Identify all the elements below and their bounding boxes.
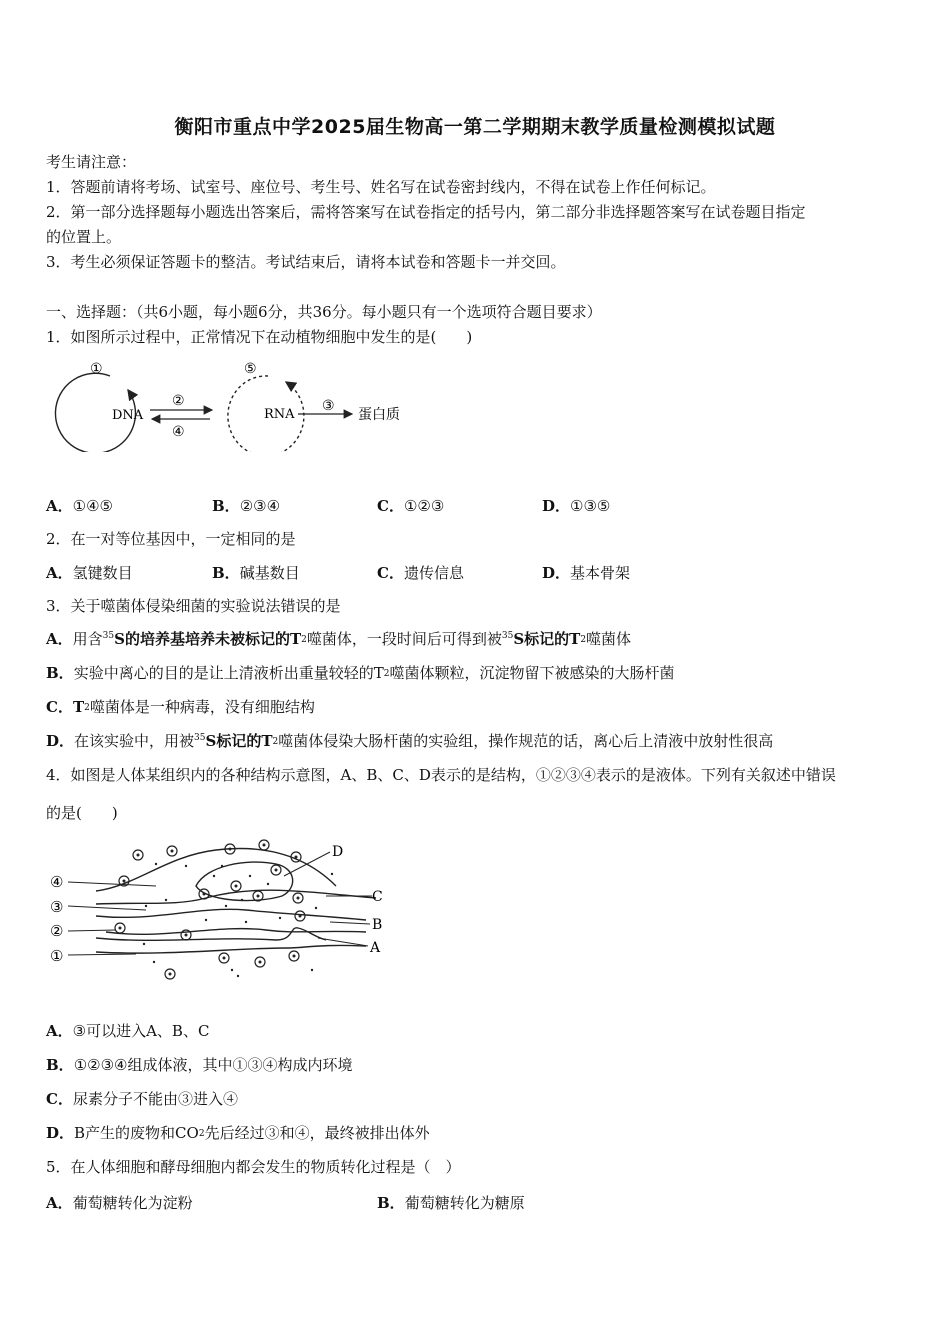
q3-c-text-1: T bbox=[72, 698, 85, 716]
q4-option-a-letter: A． bbox=[46, 1022, 73, 1040]
q1-option-a-letter: A． bbox=[46, 497, 73, 515]
q3-a-sup-1: 35 bbox=[102, 631, 115, 641]
q1-option-d-text: ①③⑤ bbox=[570, 497, 611, 515]
q3-d-sub: 2 bbox=[272, 737, 279, 747]
label-circle-5: ⑤ bbox=[244, 361, 257, 377]
q4-option-a-text: ③可以进入A、B、C bbox=[72, 1022, 210, 1040]
notice-item-2-cont: 的位置上。 bbox=[46, 228, 122, 246]
q4-option-a[interactable] bbox=[46, 1021, 209, 1041]
label-struct-d: D bbox=[332, 844, 344, 860]
q3-a-text-5: 噬菌体 bbox=[586, 630, 632, 648]
q3-stem: 3．关于噬菌体侵染细菌的实验说法错误的是 bbox=[46, 597, 341, 615]
q3-option-b[interactable] bbox=[46, 663, 674, 683]
q3-b-sub: 2 bbox=[383, 669, 390, 679]
label-struct-b: B bbox=[372, 917, 383, 933]
q2-option-a-letter: A． bbox=[46, 564, 73, 582]
q4-option-c-text: 尿素分子不能由③进入④ bbox=[72, 1090, 238, 1108]
q2-option-c[interactable] bbox=[377, 562, 464, 583]
notice-item-3: 3．考生必须保证答题卡的整洁。考试结束后，请将本试卷和答题卡一并交回。 bbox=[46, 253, 566, 271]
q3-a-text-2: S的培养基培养未被标记的T bbox=[114, 630, 302, 648]
label-circle-4: ④ bbox=[172, 424, 185, 440]
q5-option-b[interactable] bbox=[377, 1192, 525, 1213]
q5-stem: 5．在人体细胞和酵母细胞内都会发生的物质转化过程是（ ） bbox=[46, 1158, 461, 1176]
molecule-dots bbox=[143, 863, 333, 977]
label-circle-1: ① bbox=[90, 361, 103, 377]
q3-d-text-2: S标记的T bbox=[205, 732, 273, 750]
notice-heading: 考生请注意： bbox=[46, 153, 137, 171]
q4-option-c[interactable] bbox=[46, 1089, 238, 1109]
q1-option-a-text: ①④⑤ bbox=[72, 497, 113, 515]
q3-d-text-1: 在该实验中，用被 bbox=[74, 732, 195, 750]
q2-stem: 2．在一对等位基因中，一定相同的是 bbox=[46, 530, 296, 548]
q5-options bbox=[46, 1192, 906, 1214]
cell-d bbox=[196, 862, 293, 901]
exam-title: 衡阳市重点中学2025届生物高一第二学期期末教学质量检测模拟试题 bbox=[174, 116, 776, 138]
q5-option-a-letter: A． bbox=[46, 1194, 73, 1212]
q3-b-text-2: 噬菌体颗粒，沉淀物留下被感染的大肠杆菌 bbox=[389, 664, 675, 682]
q1-diagram bbox=[50, 352, 420, 452]
q4-option-b-text: ①②③④组成体液，其中①③④构成内环境 bbox=[73, 1056, 353, 1074]
q4-d-text-1: B产生的废物和CO bbox=[74, 1124, 199, 1142]
q3-d-sup: 35 bbox=[194, 733, 206, 743]
q5-option-a-text: 葡萄糖转化为淀粉 bbox=[72, 1194, 193, 1212]
q1-option-c-text: ①②③ bbox=[403, 497, 445, 515]
q3-a-sup-2: 35 bbox=[501, 631, 514, 641]
q3-option-c[interactable] bbox=[46, 697, 315, 717]
label-circle-2: ② bbox=[172, 393, 185, 409]
q5-option-b-letter: B． bbox=[377, 1194, 405, 1212]
label-circle-3: ③ bbox=[322, 398, 335, 414]
q2-option-b[interactable] bbox=[212, 562, 300, 583]
q4-d-sub: 2 bbox=[198, 1129, 205, 1139]
q4-stem-line-1: 4．如图是人体某组织内的各种结构示意图，A、B、C、D表示的是结构，①②③④表示的是液体。下列有关叙述中错误 bbox=[46, 766, 836, 784]
q3-option-a-letter: A． bbox=[46, 630, 73, 648]
q4-option-b-letter: B． bbox=[46, 1056, 74, 1074]
q2-option-b-text: 碱基数目 bbox=[239, 564, 300, 582]
q1-option-d-letter: D． bbox=[542, 497, 571, 515]
label-rna: RNA bbox=[264, 407, 295, 422]
q3-option-c-letter: C． bbox=[46, 698, 73, 716]
q5-option-a[interactable] bbox=[46, 1192, 193, 1213]
vessel-a-lower bbox=[96, 945, 366, 953]
label-liquid-4: ④ bbox=[50, 873, 64, 891]
label-dna: DNA bbox=[112, 408, 144, 423]
label-protein: 蛋白质 bbox=[358, 407, 400, 423]
q4-diagram bbox=[46, 836, 396, 986]
label-liquid-2: ② bbox=[50, 922, 64, 940]
q1-option-b[interactable] bbox=[212, 495, 280, 516]
vessel-b-upper bbox=[96, 909, 366, 920]
q3-a-text-4: S标记的T bbox=[513, 630, 581, 648]
vessel-b-lower bbox=[106, 929, 366, 935]
q2-option-c-text: 遗传信息 bbox=[403, 564, 464, 582]
q3-option-a[interactable] bbox=[46, 629, 631, 649]
vessel-c-lower bbox=[96, 890, 376, 904]
q2-options bbox=[46, 562, 906, 584]
q4-option-d[interactable] bbox=[46, 1123, 430, 1143]
notice-item-1: 1．答题前请将考场、试室号、座位号、考生号、姓名写在试卷密封线内，不得在试卷上作任何标记。 bbox=[46, 178, 716, 196]
q1-option-b-text: ②③④ bbox=[239, 497, 281, 515]
q4-option-b[interactable] bbox=[46, 1055, 352, 1075]
q2-option-d-text: 基本骨架 bbox=[570, 564, 631, 582]
q3-a-sub-1: 2 bbox=[301, 635, 307, 645]
q1-options bbox=[46, 495, 906, 517]
q3-option-b-letter: B． bbox=[46, 664, 74, 682]
q3-a-text-1: 用含 bbox=[72, 630, 103, 648]
q3-c-text-2: 噬菌体是一种病毒，没有细胞结构 bbox=[89, 698, 315, 716]
q3-d-text-3: 噬菌体侵染大肠杆菌的实验组，操作规范的话，离心后上清液中放射性很高 bbox=[278, 732, 774, 750]
q1-option-b-letter: B． bbox=[212, 497, 240, 515]
q2-option-a-text: 氢键数目 bbox=[72, 564, 133, 582]
q2-option-c-letter: C． bbox=[377, 564, 404, 582]
q4-option-c-letter: C． bbox=[46, 1090, 73, 1108]
q3-c-sub: 2 bbox=[84, 703, 90, 713]
q3-a-sub-2: 2 bbox=[580, 635, 587, 645]
q5-option-b-text: 葡萄糖转化为糖原 bbox=[404, 1194, 525, 1212]
q4-stem-line-2: 的是( ) bbox=[46, 804, 118, 822]
q2-option-d[interactable] bbox=[542, 562, 630, 583]
q2-option-d-letter: D． bbox=[542, 564, 571, 582]
label-liquid-1: ① bbox=[50, 947, 64, 965]
q2-option-b-letter: B． bbox=[212, 564, 240, 582]
q4-d-text-2: 先后经过③和④，最终被排出体外 bbox=[204, 1124, 430, 1142]
label-struct-a: A bbox=[370, 940, 381, 956]
q2-option-a[interactable] bbox=[46, 562, 133, 583]
q1-option-a[interactable] bbox=[46, 495, 113, 516]
notice-item-2: 2．第一部分选择题每小题选出答案后，需将答案写在试卷指定的括号内，第二部分非选择题答案写在试卷题目指定 bbox=[46, 203, 806, 221]
q3-option-d-letter: D． bbox=[46, 732, 75, 750]
label-struct-c: C bbox=[372, 889, 383, 905]
q1-option-c-letter: C． bbox=[377, 497, 404, 515]
q1-stem: 1．如图所示过程中，正常情况下在动植物细胞中发生的是( ) bbox=[46, 328, 473, 346]
q3-b-text-1: 实验中离心的目的是让上清液析出重量较轻的T bbox=[73, 664, 384, 682]
q3-a-text-3: 噬菌体，一段时间后可得到被 bbox=[306, 630, 502, 648]
section-heading: 一、选择题：（共6小题，每小题6分，共36分。每小题只有一个选项符合题目要求） bbox=[46, 303, 602, 321]
q4-option-d-letter: D． bbox=[46, 1124, 75, 1142]
q1-option-c[interactable] bbox=[377, 495, 444, 516]
label-liquid-3: ③ bbox=[50, 898, 64, 916]
q3-option-d[interactable] bbox=[46, 731, 773, 751]
q1-option-d[interactable] bbox=[542, 495, 610, 516]
